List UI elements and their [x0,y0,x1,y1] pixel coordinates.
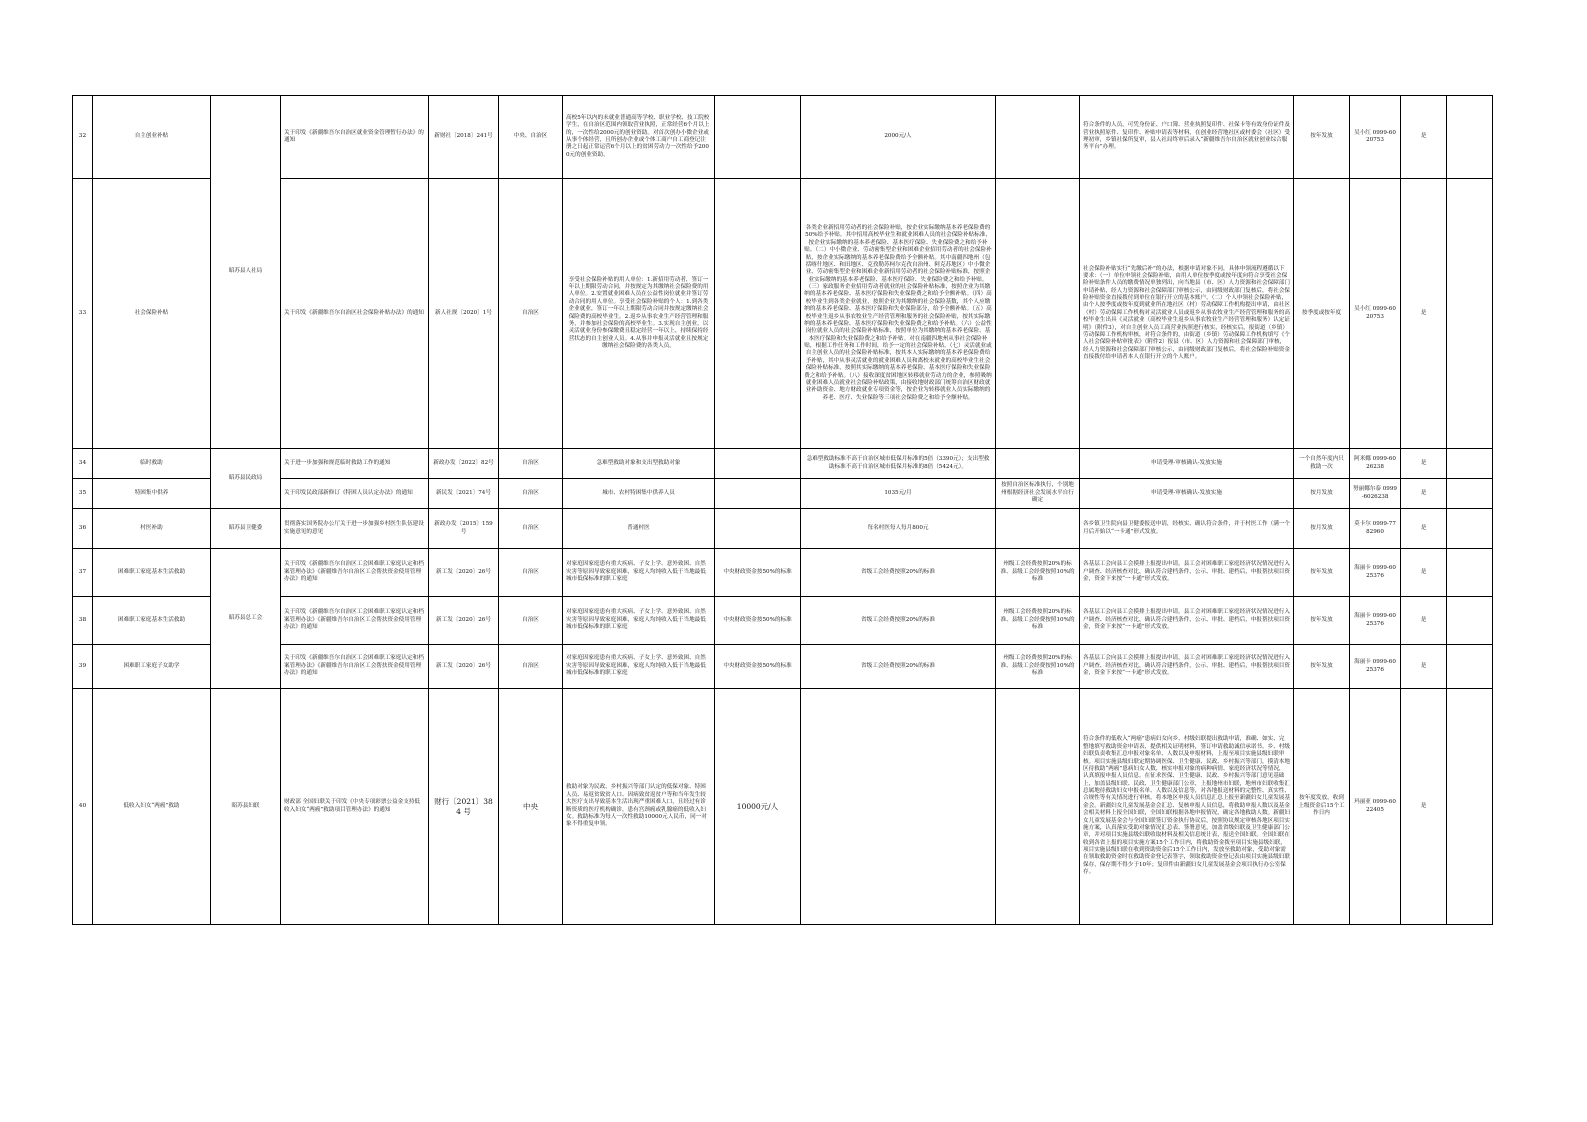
subsidy-standard: 省级工会经费按照20%的标准 [801,597,996,645]
application-process: 各基层工会向县工会摸排上报提出申请，县工会对困难职工家庭经济状况情况进行入户调查、经济核查对比，确认符合建档条件，公示、审批、建档后，申报帮扶项目资金，资金下来按“一卡通”形式发放。 [1080,597,1294,645]
contact: 阿米娜 0999-6026238 [1350,449,1401,479]
subsidy-standard: 1035元/月 [801,479,996,509]
row-number: 34 [73,449,93,479]
subsidy-standard: 急难型救助标准不高于自治区城市低保月标准的5倍（3390元）；支出型救助标准不高于自治区城市低保月标准的8倍（5424元）。 [801,449,996,479]
item-name: 困难职工家庭基本生活救助 [93,549,211,597]
table-row [73,96,1493,179]
department: 昭苏县人社局 [211,96,281,449]
blank-cell [1447,96,1493,179]
table-row [73,549,1493,597]
local-standard [996,449,1080,479]
application-process: 申请受理-审核确认-发放实施 [1080,449,1294,479]
subsidy-standard: 省级工会经费按照20%的标准 [801,645,996,689]
row-number: 35 [73,479,93,509]
fund-level: 自治区 [499,509,563,549]
central-standard: 10000元/人 [715,689,801,925]
row-number: 40 [73,689,93,925]
policy-title: 关于印发民政部新修订《特困人员认定办法》的通知 [281,479,429,509]
subsidy-standard: 省级工会经费按照20%的标准 [801,549,996,597]
document-number: 新政办发〔2022〕82号 [429,449,499,479]
item-name: 困难职工家庭子女助学 [93,645,211,689]
subsidy-standard: 2000元/人 [801,96,996,179]
subsidy-standard: 各类企业新招用劳动者的社会保险补贴，按企业实际缴纳基本养老保险费的50%给予补贴。其中招用高校毕业生和就业困难人员的社会保险补贴标准，按企业实际缴纳的基本养老保险、基本医疗保险、失业保险费之和给予补贴。（二）中小微企业、劳动密集型企业和困难企业招用劳动者的社会保险补贴，按企业实际缴纳的基本养老保险费给予全额补贴。其中南疆四地州（包括喀什地区、和田地区、克孜勒苏柯尔克孜自治州、阿克苏地区）中小微企业、劳动密集型企业和困难企业新招用劳动者的社会保险补贴标准，按照企业实际缴纳的基本养老保险、基本医疗保险、失业保险费之和给予补贴。（三）家政服务企业招用劳动者就业的社会保险补贴标准，按照企业为其缴纳的基本养老保险、基本医疗保险和失业保险费之和给予全额补贴。（四）高校毕业生到各类企业就业，按照企业为其缴纳的社会保险基数，其个人应缴纳的基本养老保险、基本医疗保险和失业保险部分，给予全额补贴。（五）高校毕业生返乡从事农牧业生产经营管理和服务的社会保险补贴，按其实际缴纳的基本养老保险、基本医疗保险和失业保险费之和给予补贴。（六）公益性岗位就业人员的社会保险补贴标准，按照单位为其缴纳的基本养老保险、基本医疗保险和失业保险费之和给予补贴。对在南疆四地州从事社会保险补贴，根据工作任务和工作时间，给予一定的社会保险补贴。（七）灵活就业或自主创业人员的社会保险补贴标准，按其本人实际缴纳的基本养老保险费给予补贴，其中从事灵活就业的就业困难人员和离校未就业的高校毕业生社会保险补贴标准，按照其实际缴纳的基本养老保险、基本医疗保险和失业保险费之和给予补贴。（八）接收深度贫困地区转移就业劳动力的企业，参照吸纳就业困难人员就业社会保险补贴政策，由接收地财政部门统筹自治区财政就业补助资金、地方财政就业专项资金等，按企业为转移就业人员实际缴纳的养老、医疗、失业保险等三项社会保险费之和给予全额补贴。 [801,179,996,449]
payment-method: 一个自然年度内只救助一次 [1294,449,1350,479]
local-standard: 按照自治区标准执行，个别地州根据经济社会发展水平自行确定 [996,479,1080,509]
item-name: 临时救助 [93,449,211,479]
contact: 海丽卡 0999-6025376 [1350,549,1401,597]
public-flag: 是 [1401,645,1447,689]
target-conditions: 对家庭因家庭患有重大疾病、子女上学、意外致困、自然灾害等原因导致家庭困难，家庭人均纯收入低于当地最低城市低保标准的职工家庭 [563,597,715,645]
application-process: 符合条件的低收入“两癌”患病妇女向乡、村级妇联提出救助申请，准确、如实、完整地填写救助资金申请表，提供相关证明材料，签订申请救助诚信承诺书。乡、村级妇联负责收集汇总申报对象名单、人数以及申报材料，上报至项目实施县级妇联审核。项目实施县级妇联定期协调医保、卫生健康、民政、乡村振兴等部门，摸清本地区待救助“两癌”患病妇女人数，核实申报对象的病种病情、家庭经济状况等情况，认真填报申报人员信息。在征求医保、卫生健康、民政、乡村振兴等部门意见基础上，加盖县级妇联、民政、卫生健康部门公章，上报地州市妇联，地州市妇联收集汇总属地待救助妇女申报名单、人数以及信息等，对各地报送材料的完整性、真实性、合规性等有关情况进行审核，将本地区申报人员信息汇总上报至新疆妇女儿童发展基金会。新疆妇女儿童发展基金会汇总、复核申报人员信息，将救助申报人数以及基金会相关材料上报全国妇联，全国妇联根据各地申报情况，确定各地救助人数。新疆妇女儿童发展基金会与全国妇联签订资金执行协议后，按照协议规定审核各地区项目实施方案，认真落实受助对象情况汇总表、签署意见，加盖省级妇联及卫生健康部门公章，并对项目实施县级妇联收取材料及相关信息统计表，报送全国妇联。全国妇联在收到各省上报的项目实施方案15个工作日内，将救助资金拨至项目实施县级妇联，项目实施县级妇联在收到资助资金后15个工作日内，发放至救助对象，受助对象需在领取救助资金时在救助资金登记表签字，领取救助资金登记表由项目实施县级妇联保存，保存期不得少于10年；复印件由新疆妇女儿童发展基金会项目执行办公室保存。 [1080,689,1294,925]
fund-level: 自治区 [499,645,563,689]
local-standard [996,96,1080,179]
payment-method: 按年发放 [1294,96,1350,179]
contact: 玛丽亚 0999-6022405 [1350,689,1401,925]
subsidy-standard [801,689,996,925]
table-row [73,179,1493,449]
payment-method: 按季度或按年度 [1294,179,1350,449]
contact: 海丽卡 0999-6025376 [1350,645,1401,689]
policy-title: 关于印发《新疆维吾尔自治区工会困难职工家庭认定和档案管理办法》《新疆维吾尔自治区工会帮扶资金使用管理办法》的通知 [281,597,429,645]
policy-title: 关于进一步加强和规范临时救助工作的通知 [281,449,429,479]
row-number: 39 [73,645,93,689]
item-name: 特困集中供养 [93,479,211,509]
policy-table [72,95,1493,925]
central-standard [715,179,801,449]
item-name: 自主创业补贴 [93,96,211,179]
payment-method: 按年发放 [1294,549,1350,597]
department: 昭苏县总工会 [211,549,281,689]
blank-cell [1447,645,1493,689]
public-flag: 是 [1401,509,1447,549]
table-row [73,479,1493,509]
target-conditions: 急难型救助对象和支出型救助对象 [563,449,715,479]
local-standard [996,509,1080,549]
target-conditions: 对家庭因家庭患有重大疾病、子女上学、意外致困、自然灾害等原因导致家庭困难，家庭人均纯收入低于当地最低城市低保标准的职工家庭 [563,549,715,597]
application-process: 符合条件的人员，可凭身份证、户口簿、营业执照复印件、社保卡等有效身份证件及营业执照原件、复印件、补贴申请表等材料，在创业经营地社区或村委会（社区）受理初审，乡镇社保所复审，县人社局终审后录入“新疆维吾尔自治区就业创业综合服务平台”办理。 [1080,96,1294,179]
table-row [73,597,1493,645]
policy-title: 关于印发《新疆维吾尔自治区工会困难职工家庭认定和档案管理办法》《新疆维吾尔自治区工会帮扶资金使用管理办法》的通知 [281,645,429,689]
fund-level: 自治区 [499,449,563,479]
document-number: 新工发〔2020〕26号 [429,645,499,689]
row-number: 37 [73,549,93,597]
contact: 吴小红 0999-6020753 [1350,96,1401,179]
row-number: 38 [73,597,93,645]
blank-cell [1447,597,1493,645]
local-standard [996,179,1080,449]
policy-title: 关于印发《新疆维吾尔自治区社会保险补贴办法》的通知 [281,179,429,449]
contact: 努丽娜尔泰 0999-6026238 [1350,479,1401,509]
row-number: 36 [73,509,93,549]
fund-level: 中央、自治区 [499,96,563,179]
subsidy-standard: 每名村医每人每月800元 [801,509,996,549]
target-conditions: 城市、农村特困集中供养人员 [563,479,715,509]
target-conditions: 对家庭因家庭患有重大疾病、子女上学、意外致困、自然灾害等原因导致家庭困难，家庭人均纯收入低于当地最低城市低保标准的职工家庭 [563,645,715,689]
document-sheet [72,95,1492,925]
fund-level: 自治区 [499,597,563,645]
document-number: 新工发〔2020〕26号 [429,549,499,597]
public-flag: 是 [1401,179,1447,449]
payment-method: 按月发放 [1294,479,1350,509]
policy-title: 财政部 全国妇联关于印发《中央专项彩票公益金支持低收入妇女“两癌”救助项目管理办法》的通知 [281,689,429,925]
fund-level: 自治区 [499,479,563,509]
item-name: 社会保险补贴 [93,179,211,449]
public-flag: 是 [1401,96,1447,179]
local-standard [996,689,1080,925]
document-number: 新政办发〔2015〕159号 [429,509,499,549]
target-conditions: 普通村医 [563,509,715,549]
fund-level: 自治区 [499,549,563,597]
item-name: 村医补助 [93,509,211,549]
target-conditions: 高校5年以内的未就业普通高等学校、职业学校、技工院校学生，在自治区范围内领取营业执照，正常经营6个月以上的，一次性给2000元的创业资助。对首次创办小微企业或从事个体经营，且所创办企业或个体工商户自工商登记注册之日起正常运营6个月以上的贫困劳动力一次性给予2000元的创业资助。 [563,96,715,179]
department: 昭苏县卫健委 [211,509,281,549]
contact: 海丽卡 0999-6025376 [1350,597,1401,645]
central-standard [715,449,801,479]
central-standard: 中央财政资金按50%的标准 [715,549,801,597]
blank-cell [1447,509,1493,549]
target-conditions: 救助对象为民政、乡村振兴等部门认定的低保对象、特困人员、易返贫致贫人口、因病致贫返贫户等和当年发生较大医疗支出导致基本生活出现严重困难人口，且经过有诊断资质的医疗机构确诊，患有宫颈癌或乳腺癌的低收入妇女。救助标准为每人一次性救助10000元人民币，同一对象不得重复申领。 [563,689,715,925]
payment-method: 按年发放 [1294,645,1350,689]
department: 昭苏县民政局 [211,449,281,509]
department: 昭苏县妇联 [211,689,281,925]
payment-method: 按年度发放，收到上级资金后15个工作日内 [1294,689,1350,925]
central-standard [715,479,801,509]
fund-level: 中央 [499,689,563,925]
blank-cell [1447,179,1493,449]
central-standard: 中央财政资金按50%的标准 [715,597,801,645]
payment-method: 按年发放 [1294,597,1350,645]
policy-title: 关于印发《新疆维吾尔自治区工会困难职工家庭认定和档案管理办法》《新疆维吾尔自治区工会帮扶资金使用管理办法》的通知 [281,549,429,597]
document-number: 新民发〔2021〕74号 [429,479,499,509]
contact: 莫卡尔 0999-7782960 [1350,509,1401,549]
table-row [73,509,1493,549]
blank-cell [1447,479,1493,509]
table-row [73,645,1493,689]
public-flag: 是 [1401,479,1447,509]
target-conditions: 享受社会保险补贴的用人单位：1.新招用劳动者，签订一年以上期限劳动合同，并按规定为其缴纳社会保险费的用人单位。2.安置就业困难人员在公益性岗位就业并签订劳动合同的用人单位。享受社会保险补贴的个人：1.到各类企业就业，签订一年以上期限劳动合同并按规定缴纳社会保险费的高校毕业生。2.返乡从事农业生产经营管理和服务，并参加社会保险的高校毕业生。3.实现自主创业，以灵活就业身份参保缴费且稳定经营一年以上，持续保持经营状态的自主创业人员。4.从事并申报灵活就业且按规定缴纳社会保险费的各类人员。 [563,179,715,449]
blank-cell [1447,449,1493,479]
policy-title: 贯彻落实国务院办公厅关于进一步加强乡村医生队伍建设实施意见的意见 [281,509,429,549]
policy-title: 关于印发《新疆维吾尔自治区就业资金管理暂行办法》的通知 [281,96,429,179]
application-process: 各乡镇卫生院向县卫健委报送申请，经核实、确认符合条件，并于村医工作（满一个月后开始以“一卡通”形式发放。 [1080,509,1294,549]
central-standard [715,509,801,549]
public-flag: 是 [1401,449,1447,479]
row-number: 32 [73,96,93,179]
local-standard: 州级工会经费按照20%的标准、县级工会经费按照10%的标准 [996,645,1080,689]
document-number: 新人社规〔2020〕1号 [429,179,499,449]
fund-level: 自治区 [499,179,563,449]
blank-cell [1447,549,1493,597]
contact: 吴小红 0999-6020753 [1350,179,1401,449]
central-standard: 中央财政资金按50%的标准 [715,645,801,689]
application-process: 申请受理-审核确认-发放实施 [1080,479,1294,509]
public-flag: 是 [1401,597,1447,645]
central-standard [715,96,801,179]
item-name: 低收入妇女“两癌”救助 [93,689,211,925]
application-process: 各基层工会向县工会摸排上报提出申请，县工会对困难职工家庭经济状况情况进行入户调查、经济核查对比，确认符合建档条件，公示、审批、建档后，申报帮扶项目资金，资金下来按“一卡通”形式发放。 [1080,645,1294,689]
public-flag: 是 [1401,689,1447,925]
application-process: 社会保险补贴实行“先缴后补”的办法，根据申请对象不同，具体申领流程遵循以下要求：（一）单位申领社会保险补贴，由用人单位按季度或按年度向符合享受社会保险补贴条件人员的缴费情况单独列出，向当地县（市、区）人力资源和社会保障部门申请补贴，经人力资源和社会保障部门审核公示，由同级财政部门复核后，将社会保险补贴资金直接拨付到单位在银行开立的基本账户。（二）个人申领社会保险补贴，由个人按季度或按年度到就业所在地社区（村）劳动保障工作机构提出申请，由社区（村）劳动保障工作机构对灵活就业人员或返乡从事农牧业生产经营管理和服务的高校毕业生出具《灵活就业（高校毕业生返乡从事农牧业生产经营管理和服务）认定证明》（附件3），对自主创业人员工商营业执照进行核实，经核实后，报街道（乡镇）劳动保障工作机构审核，对符合条件的，由街道（乡镇）劳动保障工作机构填写《个人社会保险补贴审批表》（附件2）报县（市、区）人力资源和社会保障部门审核，经人力资源和社会保障部门审核公示，由同级财政部门复核后，将社会保险补贴资金直接拨付给申请者本人在银行开立的个人账户。 [1080,179,1294,449]
row-number: 33 [73,179,93,449]
local-standard: 州级工会经费按照20%的标准、县级工会经费按照10%的标准 [996,549,1080,597]
local-standard: 州级工会经费按照20%的标准、县级工会经费按照10%的标准 [996,597,1080,645]
document-number: 新财社〔2018〕241号 [429,96,499,179]
document-number: 新工发〔2020〕26号 [429,597,499,645]
item-name: 困难职工家庭基本生活救助 [93,597,211,645]
public-flag: 是 [1401,549,1447,597]
table-row [73,689,1493,925]
payment-method: 按月发放 [1294,509,1350,549]
document-number: 财行〔2021〕384 号 [429,689,499,925]
blank-cell [1447,689,1493,925]
table-row [73,449,1493,479]
application-process: 各基层工会向县工会摸排上报提出申请，县工会对困难职工家庭经济状况情况进行入户调查、经济核查对比，确认符合建档条件，公示、审批、建档后，申报帮扶项目资金，资金下来按“一卡通”形式发放。 [1080,549,1294,597]
